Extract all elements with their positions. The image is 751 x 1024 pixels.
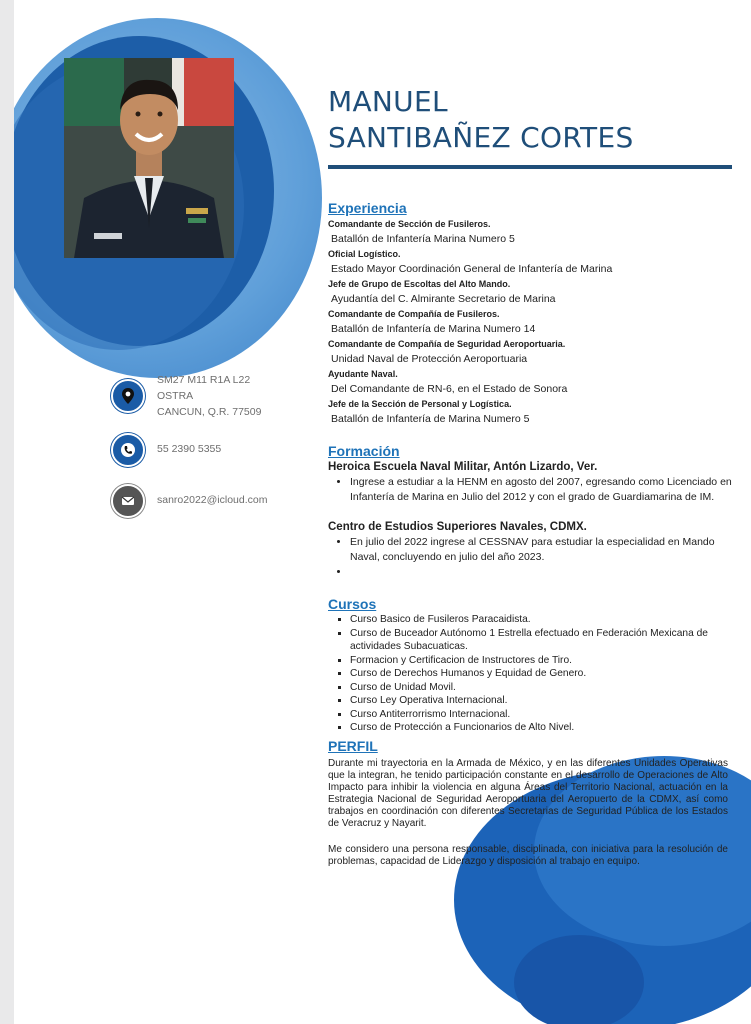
- cursos-block: [328, 613, 733, 735]
- email-icon: [111, 484, 145, 518]
- education-detail-2: • En julio del 2022 ingrese al CESSNAV para estudiar la especialidad en Mando Naval, concluyendo en julio del año 2023.: [350, 535, 733, 565]
- phone-icon: [111, 433, 145, 467]
- name-underline: [328, 165, 732, 169]
- job-place: Batallón de Infantería Marina Numero 5: [331, 233, 515, 245]
- curso-item: ▪ Curso Basico de Fusileros Paracaidista.: [350, 613, 733, 627]
- address-line3: CANCUN, Q.R. 77509: [157, 406, 262, 418]
- job-title: Comandante de Compañía de Seguridad Aeroportuaria.: [328, 339, 566, 349]
- phone-number[interactable]: 55 2390 5355: [157, 443, 222, 455]
- cursos-list: [328, 613, 733, 735]
- curso-item: ▪ Curso de Buceador Autónomo 1 Estrella efectuado en Federación Mexicana de actividades Subacuaticas.: [350, 627, 733, 654]
- name-last: SANTIBAÑEZ CORTES: [328, 121, 634, 154]
- perfil-text: [328, 758, 728, 868]
- job-title: Oficial Logístico.: [328, 249, 401, 259]
- name-first: MANUEL: [328, 85, 448, 118]
- resume-page: [14, 0, 751, 1024]
- location-icon: [111, 379, 145, 413]
- job-place: Ayudantía del C. Almirante Secretario de Marina: [331, 293, 556, 305]
- profile-photo: [64, 58, 234, 258]
- job-place: Unidad Naval de Protección Aeroportuaria: [331, 353, 528, 365]
- address: [157, 372, 261, 420]
- decorative-blob-bottom-small: [514, 935, 644, 1024]
- experiencia-heading: Experiencia: [328, 200, 407, 216]
- resume-name: [328, 84, 634, 156]
- job-title: Comandante de Sección de Fusileros.: [328, 219, 491, 229]
- education-empty-bullet: [350, 565, 733, 580]
- address-line2: OSTRA: [157, 390, 194, 402]
- email-address[interactable]: sanro2022@icloud.com: [157, 494, 268, 506]
- education-school-1: Heroica Escuela Naval Militar, Antón Lizardo, Ver.: [328, 461, 598, 473]
- experiencia-list: [328, 217, 733, 427]
- perfil-heading: PERFIL: [328, 738, 378, 754]
- job-title: Comandante de Compañía de Fusileros.: [328, 309, 500, 319]
- curso-item: ▪ Curso Ley Operativa Internacional.: [350, 694, 733, 708]
- job-title: Ayudante Naval.: [328, 369, 398, 379]
- education-list-1: [328, 475, 733, 505]
- job-title: Jefe de Grupo de Escoltas del Alto Mando.: [328, 279, 511, 289]
- job-place: Del Comandante de RN-6, en el Estado de Sonora: [331, 383, 568, 395]
- formacion-block: [328, 459, 733, 580]
- cursos-heading: Cursos: [328, 596, 377, 612]
- curso-item: ▪ Curso de Protección a Funcionarios de Alto Nivel.: [350, 721, 733, 735]
- education-school-2: Centro de Estudios Superiores Navales, CDMX.: [328, 521, 587, 533]
- curso-item: ▪ Curso de Derechos Humanos y Equidad de Genero.: [350, 667, 733, 681]
- perfil-paragraph-2: Me considero una persona responsable, disciplinada, con iniciativa para la resolución de problemas, capacidad de Liderazgo y disposición al trabajo en equipo.: [328, 844, 728, 867]
- profile-photo-illustration: [64, 58, 234, 258]
- job-place: Batallón de Infantería de Marina Numero 5: [331, 413, 530, 425]
- job-place: Estado Mayor Coordinación General de Infantería de Marina: [331, 263, 613, 275]
- curso-item: ▪ Curso de Unidad Movil.: [350, 681, 733, 695]
- education-list-2: [328, 535, 733, 580]
- formacion-heading: Formación: [328, 443, 400, 459]
- curso-item: ▪ Curso Antiterrorrismo Internacional.: [350, 708, 733, 722]
- education-detail-1: • Ingrese a estudiar a la HENM en agosto del 2007, egresando como Licenciado en Infantería de Marina en Julio del 2012 y con el grado de Guardiamarina de IM.: [350, 475, 733, 505]
- job-place: Batallón de Infantería de Marina Numero 14: [331, 323, 536, 335]
- perfil-paragraph-1: Durante mi trayectoria en la Armada de México, y en las diferentes Unidades Operativas que la integran, he tenido participación constante en el desarrollo de Operaciones de Alto Impacto para inhibir la violencia en alguna Áreas del Territorio Nacional, actuación en la Estrategia Nacional de Seguridad Aeroportuaria del Aeropuerto de la CDMX, así como trabajos en coordinación con diferentes Secretarias de Seguridad Pública de los Estados de Veracruz y Nayarit.: [328, 758, 728, 829]
- address-line1: SM27 M11 R1A L22: [157, 374, 251, 386]
- job-title: Jefe de la Sección de Personal y Logística.: [328, 399, 512, 409]
- curso-item: ▪ Formacion y Certificacion de Instructores de Tiro.: [350, 654, 733, 668]
